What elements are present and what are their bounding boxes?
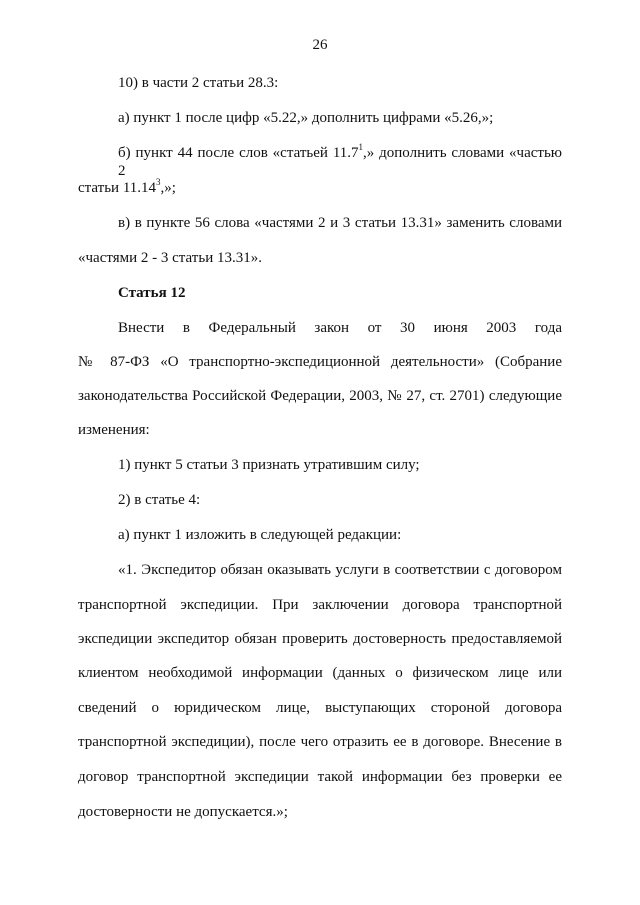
text-line: сведений о юридическом лице, выступающих стороной договора	[78, 700, 562, 716]
text-line: статьи 11.14$^3$,»;	[78, 177, 176, 196]
text-line: № 87-ФЗ «О транспортно-экспедиционной деятельности» (Собрание	[78, 354, 562, 370]
text-line: достоверности не допускается.»;	[78, 804, 288, 820]
article-heading: Статья 12	[118, 285, 186, 301]
text-line: «1. Экспедитор обязан оказывать услуги в соответствии с договором	[118, 562, 562, 578]
text-line: б) пункт 44 после слов «статьей 11.7$^1$,» дополнить словами «частью 2	[118, 142, 562, 179]
text-line: изменения:	[78, 422, 150, 438]
text-line: 2) в статье 4:	[118, 492, 201, 508]
text-line: экспедиции экспедитор обязан проверить достоверность предоставляемой	[78, 631, 562, 647]
page-number: 26	[312, 37, 328, 53]
text-line: договор транспортной экспедиции такой информации без проверки ее	[78, 769, 562, 785]
text-line: в) в пункте 56 слова «частями 2 и 3 статьи 13.31» заменить словами	[118, 215, 562, 231]
text-line: 10) в части 2 статьи 28.3:	[118, 75, 279, 91]
text-line: клиентом необходимой информации (данных о физическом лице или	[78, 665, 562, 681]
text-line: 1) пункт 5 статьи 3 признать утратившим силу;	[118, 457, 420, 473]
text-line: Внести в Федеральный закон от 30 июня 2003 года	[118, 320, 562, 336]
text-line: законодательства Российской Федерации, 2003, № 27, ст. 2701) следующие	[78, 388, 562, 404]
text-line: а) пункт 1 после цифр «5.22,» дополнить цифрами «5.26,»;	[118, 110, 494, 126]
text-line: «частями 2 - 3 статьи 13.31».	[78, 250, 262, 266]
text-line: а) пункт 1 изложить в следующей редакции:	[118, 527, 402, 543]
text-line: транспортной экспедиции), после чего отразить ее в договоре. Внесение в	[78, 734, 562, 750]
text-line: транспортной экспедиции. При заключении договора транспортной	[78, 597, 562, 613]
